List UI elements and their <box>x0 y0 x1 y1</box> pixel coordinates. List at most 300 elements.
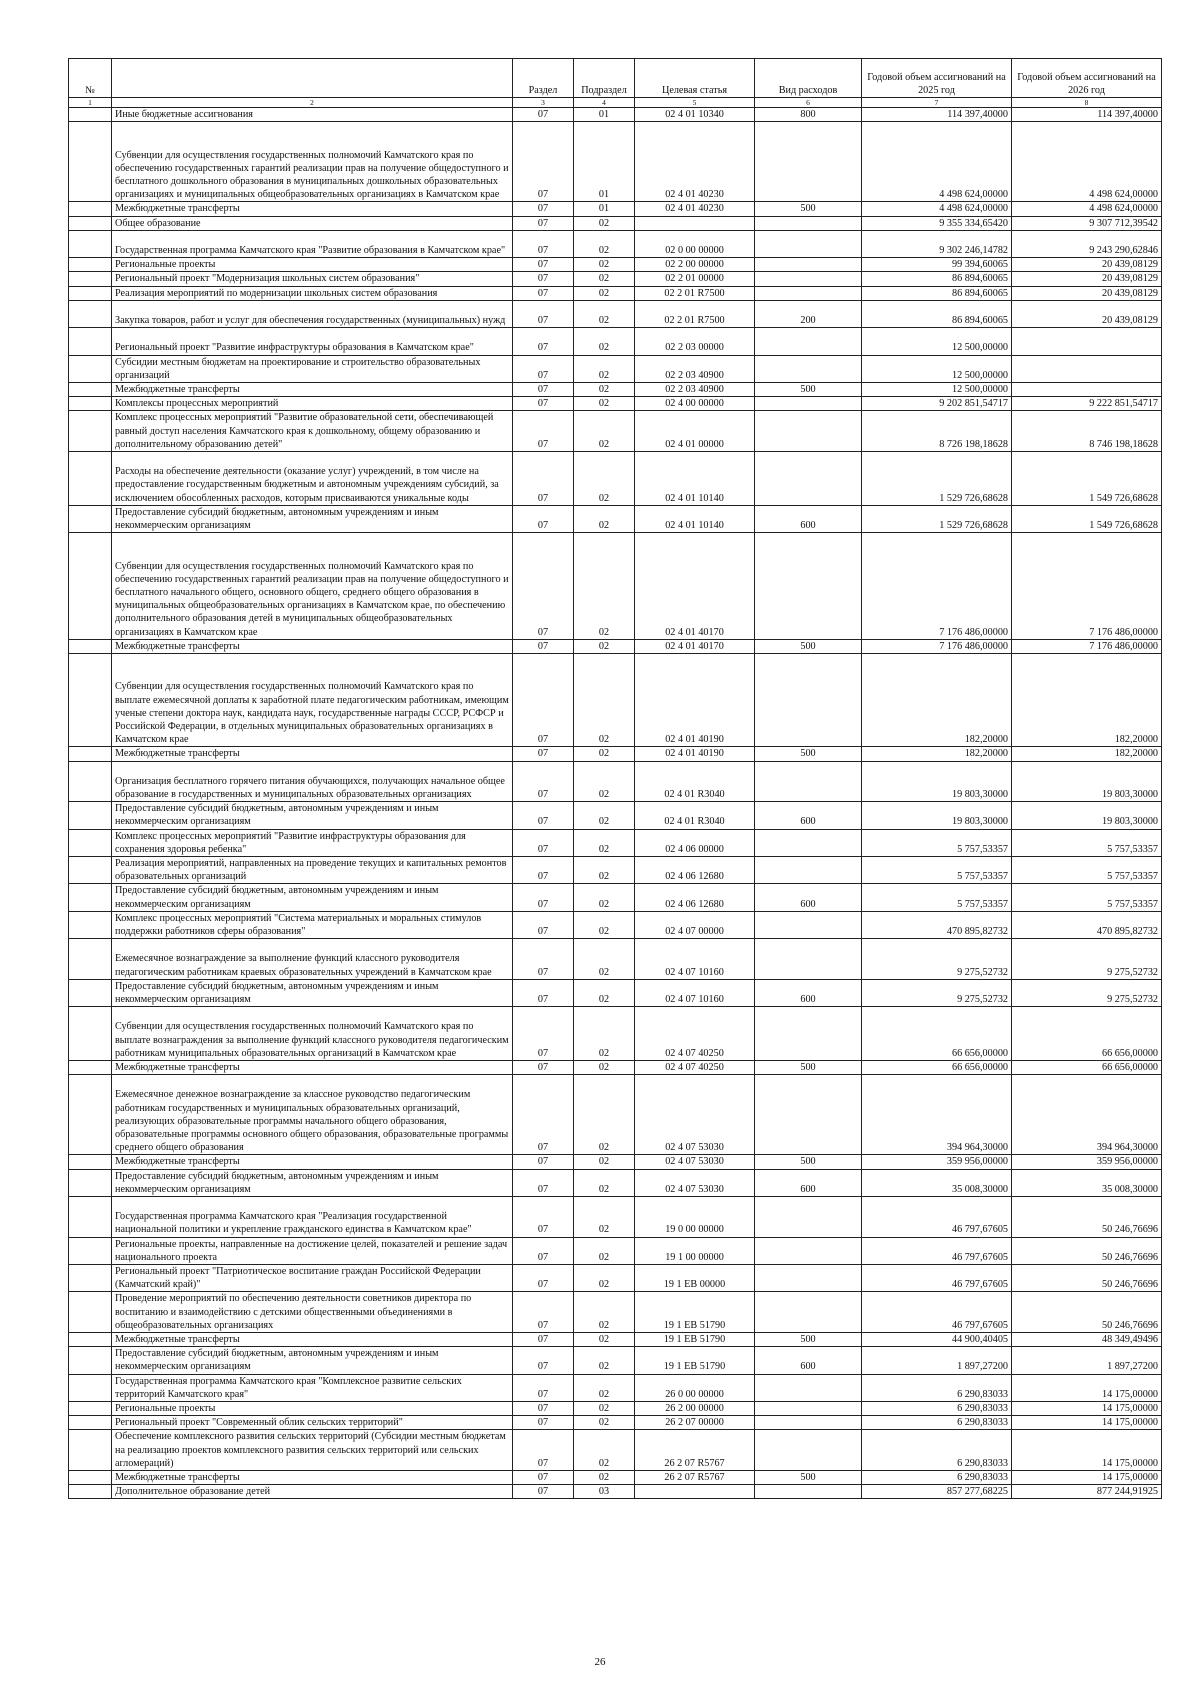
cell-name: Реализация мероприятий, направленных на проведение текущих и капитальных ремонтов образовательных организаций <box>112 857 513 884</box>
cell-podrazdel: 02 <box>574 639 635 653</box>
cell-amount-2025: 66 656,00000 <box>862 1061 1012 1075</box>
table-row <box>69 1197 1162 1238</box>
cell-amount-2025: 19 803,30000 <box>862 761 1012 802</box>
cell-podrazdel: 02 <box>574 1347 635 1374</box>
cell-csr: 02 4 07 53030 <box>635 1075 755 1155</box>
cell-name: Субсидии местным бюджетам на проектирование и строительство образовательных организаций <box>112 355 513 382</box>
table-row <box>69 411 1162 452</box>
cell-amount-2025: 5 757,53357 <box>862 884 1012 911</box>
cell-amount-2026: 7 176 486,00000 <box>1012 639 1162 653</box>
table-row <box>69 654 1162 747</box>
cell-name: Государственная программа Камчатского края "Реализация государственной национальной политики и укрепление гражданского единства в Камчатском крае" <box>112 1197 513 1238</box>
cell-name: Иные бюджетные ассигнования <box>112 108 513 122</box>
cell-amount-2025: 35 008,30000 <box>862 1169 1012 1196</box>
cell-amount-2025: 6 290,83033 <box>862 1471 1012 1485</box>
cell-num <box>69 397 112 411</box>
cell-amount-2025: 66 656,00000 <box>862 1007 1012 1061</box>
cell-csr: 02 4 07 40250 <box>635 1061 755 1075</box>
cell-razdel: 07 <box>513 1402 574 1416</box>
cell-num <box>69 230 112 257</box>
col-header-2025: Годовой объем ассигнований на 2025 год <box>862 59 1012 98</box>
cell-vr: 600 <box>755 884 862 911</box>
cell-vr <box>755 397 862 411</box>
cell-razdel: 07 <box>513 639 574 653</box>
cell-num <box>69 382 112 396</box>
cell-podrazdel: 02 <box>574 216 635 230</box>
cell-podrazdel: 02 <box>574 382 635 396</box>
cell-name: Комплексы процессных мероприятий <box>112 397 513 411</box>
cell-csr: 19 1 ЕВ 00000 <box>635 1265 755 1292</box>
cell-razdel: 07 <box>513 230 574 257</box>
cell-csr: 02 2 01 R7500 <box>635 286 755 300</box>
page-number: 26 <box>594 1656 606 1668</box>
cell-amount-2026: 182,20000 <box>1012 747 1162 761</box>
cell-podrazdel: 02 <box>574 328 635 355</box>
cell-name: Субвенции для осуществления государственных полномочий Камчатского края по обеспечению государственных гарантий реализации прав на получение общедоступного и бесплатного начального общего, основного общего, среднего общего образования в муниципальных общеобразовательных организациях в Камчатском крае, по обеспечению дополнительного образования детей в муниципальных общеобразовательных организациях в Камчатском крае <box>112 533 513 640</box>
cell-amount-2025: 359 956,00000 <box>862 1155 1012 1169</box>
cell-num <box>69 1347 112 1374</box>
cell-amount-2025: 44 900,40405 <box>862 1333 1012 1347</box>
cell-amount-2026: 9 275,52732 <box>1012 979 1162 1006</box>
cell-podrazdel: 02 <box>574 1402 635 1416</box>
cell-amount-2025: 12 500,00000 <box>862 382 1012 396</box>
cell-num <box>69 1197 112 1238</box>
cell-num <box>69 272 112 286</box>
cell-csr <box>635 216 755 230</box>
cell-amount-2025: 19 803,30000 <box>862 802 1012 829</box>
cell-amount-2025: 4 498 624,00000 <box>862 202 1012 216</box>
table-body <box>69 108 1162 1499</box>
cell-csr: 02 2 03 00000 <box>635 328 755 355</box>
cell-num <box>69 452 112 506</box>
cell-vr: 500 <box>755 1061 862 1075</box>
col-number: 1 <box>69 98 112 108</box>
cell-razdel: 07 <box>513 1197 574 1238</box>
col-header-vr: Вид расходов <box>755 59 862 98</box>
cell-podrazdel: 02 <box>574 411 635 452</box>
table-row <box>69 397 1162 411</box>
table-row <box>69 452 1162 506</box>
cell-amount-2025: 6 290,83033 <box>862 1416 1012 1430</box>
cell-razdel: 07 <box>513 533 574 640</box>
cell-num <box>69 1485 112 1499</box>
cell-num <box>69 639 112 653</box>
cell-razdel: 07 <box>513 382 574 396</box>
cell-podrazdel: 03 <box>574 1485 635 1499</box>
cell-amount-2025: 394 964,30000 <box>862 1075 1012 1155</box>
cell-podrazdel: 02 <box>574 1061 635 1075</box>
cell-name: Межбюджетные трансферты <box>112 747 513 761</box>
cell-vr <box>755 258 862 272</box>
table-row <box>69 639 1162 653</box>
budget-sheet <box>68 58 1162 1499</box>
cell-num <box>69 857 112 884</box>
cell-vr: 200 <box>755 300 862 327</box>
cell-amount-2026: 5 757,53357 <box>1012 829 1162 856</box>
cell-vr <box>755 939 862 980</box>
cell-vr <box>755 272 862 286</box>
cell-vr <box>755 1374 862 1401</box>
col-number: 7 <box>862 98 1012 108</box>
cell-podrazdel: 02 <box>574 884 635 911</box>
cell-vr <box>755 122 862 202</box>
cell-razdel: 07 <box>513 979 574 1006</box>
table-row <box>69 1430 1162 1471</box>
cell-amount-2026: 8 746 198,18628 <box>1012 411 1162 452</box>
cell-csr: 02 4 07 53030 <box>635 1155 755 1169</box>
cell-name: Региональные проекты <box>112 258 513 272</box>
cell-csr: 02 4 07 00000 <box>635 911 755 938</box>
cell-razdel: 07 <box>513 1485 574 1499</box>
cell-amount-2025: 114 397,40000 <box>862 108 1012 122</box>
cell-amount-2025: 182,20000 <box>862 654 1012 747</box>
cell-podrazdel: 02 <box>574 1169 635 1196</box>
cell-razdel: 07 <box>513 939 574 980</box>
cell-num <box>69 216 112 230</box>
cell-amount-2025: 46 797,67605 <box>862 1292 1012 1333</box>
cell-vr <box>755 857 862 884</box>
cell-vr: 600 <box>755 979 862 1006</box>
cell-razdel: 07 <box>513 355 574 382</box>
cell-num <box>69 1333 112 1347</box>
cell-vr <box>755 1265 862 1292</box>
header-row <box>69 59 1162 98</box>
table-row <box>69 216 1162 230</box>
cell-podrazdel: 02 <box>574 1155 635 1169</box>
table-row <box>69 802 1162 829</box>
cell-name: Предоставление субсидий бюджетным, автономным учреждениям и иным некоммерческим организациям <box>112 1347 513 1374</box>
cell-name: Комплекс процессных мероприятий "Развитие образовательной сети, обеспечивающей равный доступ населения Камчатского края к дошкольному, общему образованию и дополнительному образованию детей" <box>112 411 513 452</box>
cell-amount-2026: 19 803,30000 <box>1012 761 1162 802</box>
cell-name: Реализация мероприятий по модернизации школьных систем образования <box>112 286 513 300</box>
cell-name: Межбюджетные трансферты <box>112 1155 513 1169</box>
cell-amount-2026: 1 897,27200 <box>1012 1347 1162 1374</box>
table-row <box>69 202 1162 216</box>
cell-name: Межбюджетные трансферты <box>112 1061 513 1075</box>
cell-num <box>69 1292 112 1333</box>
cell-amount-2026: 50 246,76696 <box>1012 1292 1162 1333</box>
cell-csr: 02 4 01 00000 <box>635 411 755 452</box>
col-number: 6 <box>755 98 862 108</box>
cell-num <box>69 122 112 202</box>
cell-vr: 600 <box>755 1169 862 1196</box>
cell-razdel: 07 <box>513 1007 574 1061</box>
cell-vr: 600 <box>755 505 862 532</box>
cell-amount-2026: 48 349,49496 <box>1012 1333 1162 1347</box>
cell-name: Комплекс процессных мероприятий "Развитие инфраструктуры образования для сохранения здоровья ребенка" <box>112 829 513 856</box>
cell-csr: 02 4 00 00000 <box>635 397 755 411</box>
cell-podrazdel: 02 <box>574 654 635 747</box>
cell-vr <box>755 829 862 856</box>
cell-amount-2026: 5 757,53357 <box>1012 857 1162 884</box>
cell-amount-2025: 12 500,00000 <box>862 328 1012 355</box>
cell-amount-2026: 20 439,08129 <box>1012 286 1162 300</box>
cell-amount-2026: 5 757,53357 <box>1012 884 1162 911</box>
cell-amount-2025: 857 277,68225 <box>862 1485 1012 1499</box>
cell-name: Региональный проект "Модернизация школьных систем образования" <box>112 272 513 286</box>
cell-amount-2026: 14 175,00000 <box>1012 1374 1162 1401</box>
cell-podrazdel: 02 <box>574 505 635 532</box>
cell-razdel: 07 <box>513 747 574 761</box>
cell-num <box>69 1237 112 1264</box>
table-row <box>69 382 1162 396</box>
cell-amount-2026: 50 246,76696 <box>1012 1237 1162 1264</box>
cell-podrazdel: 02 <box>574 1416 635 1430</box>
table-row <box>69 1292 1162 1333</box>
cell-vr: 500 <box>755 1333 862 1347</box>
cell-num <box>69 1075 112 1155</box>
col-header-csr: Целевая статья <box>635 59 755 98</box>
cell-razdel: 07 <box>513 258 574 272</box>
cell-csr: 26 2 00 00000 <box>635 1402 755 1416</box>
cell-amount-2025: 5 757,53357 <box>862 829 1012 856</box>
cell-vr: 600 <box>755 1347 862 1374</box>
cell-num <box>69 1265 112 1292</box>
cell-razdel: 07 <box>513 272 574 286</box>
cell-csr: 19 1 ЕВ 51790 <box>635 1333 755 1347</box>
table-row <box>69 1471 1162 1485</box>
cell-vr <box>755 286 862 300</box>
cell-amount-2026: 394 964,30000 <box>1012 1075 1162 1155</box>
cell-vr <box>755 1430 862 1471</box>
table-row <box>69 1485 1162 1499</box>
cell-name: Региональный проект "Патриотическое воспитание граждан Российской Федерации (Камчатский край)" <box>112 1265 513 1292</box>
cell-amount-2026: 4 498 624,00000 <box>1012 202 1162 216</box>
table-row <box>69 328 1162 355</box>
cell-vr: 800 <box>755 108 862 122</box>
cell-csr: 02 4 01 10140 <box>635 505 755 532</box>
cell-num <box>69 411 112 452</box>
cell-num <box>69 1061 112 1075</box>
cell-num <box>69 939 112 980</box>
cell-vr <box>755 761 862 802</box>
table-row <box>69 505 1162 532</box>
table-row <box>69 1333 1162 1347</box>
cell-amount-2026: 1 549 726,68628 <box>1012 505 1162 532</box>
cell-name: Дополнительное образование детей <box>112 1485 513 1499</box>
cell-podrazdel: 01 <box>574 122 635 202</box>
cell-razdel: 07 <box>513 216 574 230</box>
cell-amount-2025: 6 290,83033 <box>862 1374 1012 1401</box>
cell-csr: 02 4 01 40190 <box>635 654 755 747</box>
cell-razdel: 07 <box>513 1265 574 1292</box>
table-row <box>69 300 1162 327</box>
cell-amount-2025: 5 757,53357 <box>862 857 1012 884</box>
cell-num <box>69 355 112 382</box>
cell-vr <box>755 216 862 230</box>
cell-amount-2026: 114 397,40000 <box>1012 108 1162 122</box>
cell-razdel: 07 <box>513 452 574 506</box>
cell-amount-2026: 4 498 624,00000 <box>1012 122 1162 202</box>
cell-vr: 600 <box>755 802 862 829</box>
cell-num <box>69 202 112 216</box>
cell-vr <box>755 533 862 640</box>
col-header-podrazdel: Подраздел <box>574 59 635 98</box>
cell-name: Региональный проект "Современный облик сельских территорий" <box>112 1416 513 1430</box>
cell-csr: 19 1 ЕВ 51790 <box>635 1347 755 1374</box>
table-row <box>69 857 1162 884</box>
cell-num <box>69 1402 112 1416</box>
cell-amount-2026: 50 246,76696 <box>1012 1197 1162 1238</box>
cell-amount-2026: 20 439,08129 <box>1012 272 1162 286</box>
cell-name: Предоставление субсидий бюджетным, автономным учреждениям и иным некоммерческим организациям <box>112 884 513 911</box>
table-row <box>69 286 1162 300</box>
cell-name: Ежемесячное денежное вознаграждение за классное руководство педагогическим работникам государственных и муниципальных образовательных организаций, реализующих образовательные программы начального общего образования, образовательные программы основного общего образования, образовательные программы среднего общего образования <box>112 1075 513 1155</box>
cell-csr: 02 4 01 40230 <box>635 202 755 216</box>
cell-podrazdel: 02 <box>574 286 635 300</box>
cell-amount-2025: 1 529 726,68628 <box>862 452 1012 506</box>
cell-num <box>69 1416 112 1430</box>
cell-amount-2025: 9 275,52732 <box>862 979 1012 1006</box>
cell-amount-2026: 35 008,30000 <box>1012 1169 1162 1196</box>
cell-amount-2026: 9 243 290,62846 <box>1012 230 1162 257</box>
cell-razdel: 07 <box>513 122 574 202</box>
cell-razdel: 07 <box>513 328 574 355</box>
cell-podrazdel: 02 <box>574 857 635 884</box>
cell-razdel: 07 <box>513 829 574 856</box>
cell-amount-2026 <box>1012 355 1162 382</box>
cell-podrazdel: 02 <box>574 1374 635 1401</box>
cell-razdel: 07 <box>513 1416 574 1430</box>
cell-vr <box>755 911 862 938</box>
cell-csr: 02 4 07 40250 <box>635 1007 755 1061</box>
cell-amount-2026: 1 549 726,68628 <box>1012 452 1162 506</box>
cell-name: Предоставление субсидий бюджетным, автономным учреждениям и иным некоммерческим организациям <box>112 802 513 829</box>
cell-csr: 02 4 01 40170 <box>635 533 755 640</box>
cell-amount-2025: 470 895,82732 <box>862 911 1012 938</box>
cell-vr <box>755 1416 862 1430</box>
cell-vr: 500 <box>755 639 862 653</box>
cell-podrazdel: 02 <box>574 1197 635 1238</box>
cell-amount-2025: 12 500,00000 <box>862 355 1012 382</box>
cell-amount-2026: 877 244,91925 <box>1012 1485 1162 1499</box>
cell-amount-2025: 7 176 486,00000 <box>862 639 1012 653</box>
cell-csr: 26 2 07 R5767 <box>635 1471 755 1485</box>
cell-amount-2026: 19 803,30000 <box>1012 802 1162 829</box>
cell-amount-2025: 46 797,67605 <box>862 1237 1012 1264</box>
cell-amount-2026: 182,20000 <box>1012 654 1162 747</box>
cell-podrazdel: 02 <box>574 452 635 506</box>
cell-name: Региональный проект "Развитие инфраструктуры образования в Камчатском крае" <box>112 328 513 355</box>
table-row <box>69 1402 1162 1416</box>
cell-name: Межбюджетные трансферты <box>112 639 513 653</box>
cell-vr: 500 <box>755 202 862 216</box>
cell-razdel: 07 <box>513 1374 574 1401</box>
cell-num <box>69 533 112 640</box>
cell-amount-2025: 1 897,27200 <box>862 1347 1012 1374</box>
cell-amount-2026: 14 175,00000 <box>1012 1402 1162 1416</box>
cell-podrazdel: 02 <box>574 1007 635 1061</box>
cell-amount-2026: 14 175,00000 <box>1012 1430 1162 1471</box>
cell-podrazdel: 02 <box>574 1333 635 1347</box>
table-row <box>69 1061 1162 1075</box>
cell-vr: 500 <box>755 1471 862 1485</box>
cell-razdel: 07 <box>513 1430 574 1471</box>
cell-vr <box>755 355 862 382</box>
cell-num <box>69 300 112 327</box>
budget-table <box>68 58 1162 1499</box>
table-row <box>69 1347 1162 1374</box>
cell-razdel: 07 <box>513 654 574 747</box>
cell-podrazdel: 02 <box>574 355 635 382</box>
table-row <box>69 939 1162 980</box>
col-number: 8 <box>1012 98 1162 108</box>
table-row <box>69 1169 1162 1196</box>
cell-csr: 19 1 00 00000 <box>635 1237 755 1264</box>
col-number: 4 <box>574 98 635 108</box>
cell-num <box>69 911 112 938</box>
cell-csr: 02 4 07 10160 <box>635 939 755 980</box>
cell-razdel: 07 <box>513 286 574 300</box>
cell-amount-2025: 9 302 246,14782 <box>862 230 1012 257</box>
cell-razdel: 07 <box>513 1061 574 1075</box>
cell-podrazdel: 02 <box>574 300 635 327</box>
cell-name: Субвенции для осуществления государственных полномочий Камчатского края по выплате вознаграждения за выполнение функций классного руководителя педагогическим работникам муниципальных образовательных организаций в Камчатском крае <box>112 1007 513 1061</box>
cell-csr: 02 4 01 40230 <box>635 122 755 202</box>
table-row <box>69 747 1162 761</box>
table-row <box>69 272 1162 286</box>
cell-razdel: 07 <box>513 1347 574 1374</box>
cell-name: Межбюджетные трансферты <box>112 1333 513 1347</box>
cell-amount-2026: 14 175,00000 <box>1012 1471 1162 1485</box>
col-number: 2 <box>112 98 513 108</box>
cell-num <box>69 286 112 300</box>
cell-name: Предоставление субсидий бюджетным, автономным учреждениям и иным некоммерческим организациям <box>112 979 513 1006</box>
cell-amount-2025: 1 529 726,68628 <box>862 505 1012 532</box>
table-row <box>69 884 1162 911</box>
cell-podrazdel: 01 <box>574 202 635 216</box>
cell-vr <box>755 1237 862 1264</box>
cell-vr <box>755 1075 862 1155</box>
cell-name: Субвенции для осуществления государственных полномочий Камчатского края по обеспечению государственных гарантий реализации прав на получение общедоступного и бесплатного дошкольного образования в муниципальных дошкольных образовательных организациях и муниципальных общеобразовательных организациях в Камчатском крае <box>112 122 513 202</box>
table-row <box>69 108 1162 122</box>
cell-razdel: 07 <box>513 911 574 938</box>
cell-num <box>69 1430 112 1471</box>
cell-amount-2026: 7 176 486,00000 <box>1012 533 1162 640</box>
table-row <box>69 230 1162 257</box>
cell-csr: 02 4 06 00000 <box>635 829 755 856</box>
table-row <box>69 1237 1162 1264</box>
cell-amount-2025: 46 797,67605 <box>862 1265 1012 1292</box>
cell-csr: 02 4 01 R3040 <box>635 802 755 829</box>
cell-amount-2026: 20 439,08129 <box>1012 258 1162 272</box>
cell-csr: 02 4 01 10140 <box>635 452 755 506</box>
cell-vr <box>755 1402 862 1416</box>
cell-num <box>69 829 112 856</box>
column-number-row <box>69 98 1162 108</box>
table-row <box>69 1075 1162 1155</box>
cell-vr <box>755 230 862 257</box>
cell-num <box>69 1169 112 1196</box>
cell-amount-2026: 20 439,08129 <box>1012 300 1162 327</box>
cell-name: Региональные проекты <box>112 1402 513 1416</box>
cell-podrazdel: 02 <box>574 939 635 980</box>
cell-vr <box>755 328 862 355</box>
cell-amount-2025: 182,20000 <box>862 747 1012 761</box>
cell-vr <box>755 411 862 452</box>
cell-num <box>69 761 112 802</box>
cell-razdel: 07 <box>513 411 574 452</box>
cell-razdel: 07 <box>513 300 574 327</box>
cell-name: Межбюджетные трансферты <box>112 1471 513 1485</box>
cell-csr: 02 4 06 12680 <box>635 857 755 884</box>
cell-csr: 02 4 01 R3040 <box>635 761 755 802</box>
cell-podrazdel: 02 <box>574 979 635 1006</box>
cell-csr: 02 4 01 40190 <box>635 747 755 761</box>
cell-num <box>69 747 112 761</box>
cell-name: Общее образование <box>112 216 513 230</box>
cell-csr: 26 0 00 00000 <box>635 1374 755 1401</box>
